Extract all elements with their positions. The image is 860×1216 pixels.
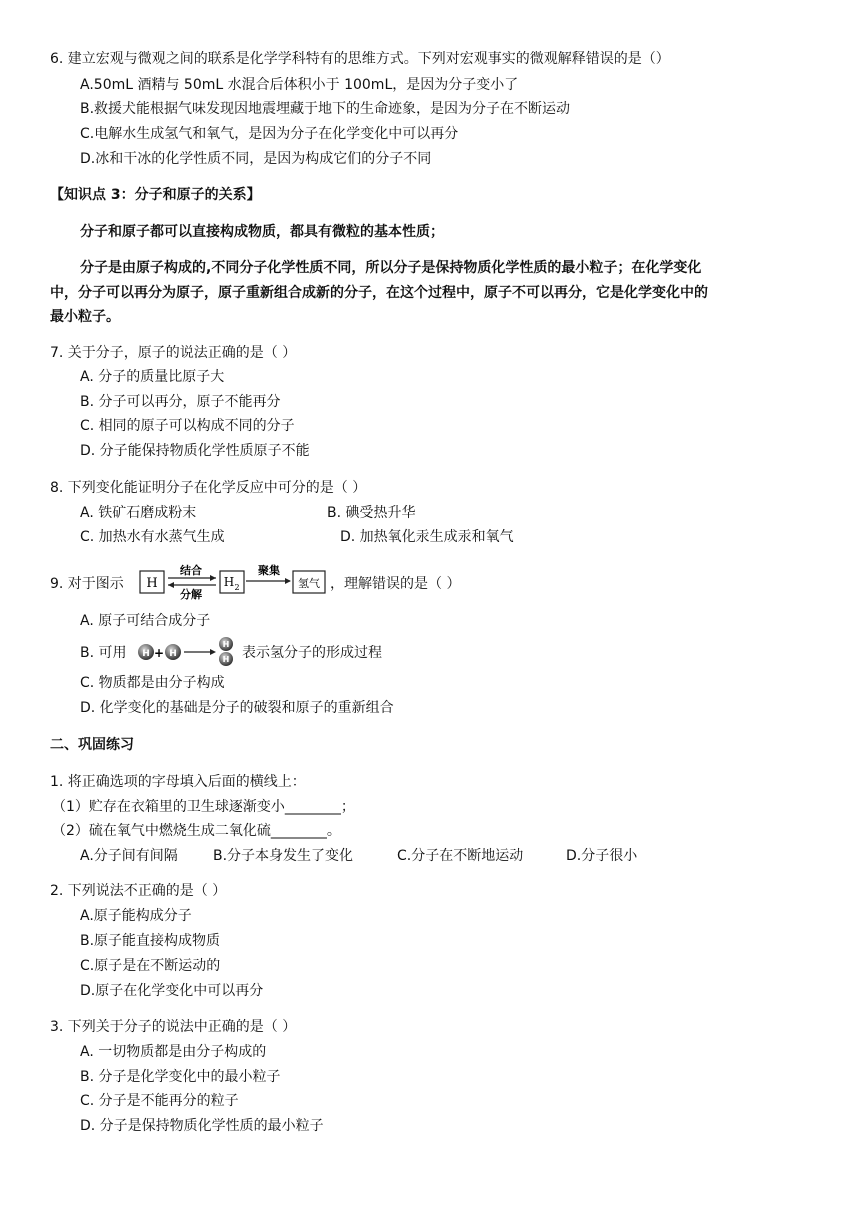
- diagram-arrow-aggregate-head: [285, 578, 291, 584]
- question-8-option-c: C. 加热水有水蒸气生成: [80, 529, 225, 545]
- question-9-stem-suffix: ，理解错误的是（ ）: [330, 576, 461, 592]
- hydrogen-atom-left-label: H: [142, 649, 150, 659]
- hydrogen-aggregation-diagram: [138, 563, 328, 601]
- exercise-3-option-b: B. 分子是化学变化中的最小粒子: [80, 1069, 281, 1085]
- question-6-stem: 6. 建立宏观与微观之间的联系是化学学科特有的思维方式。下列对宏观事实的微观解释错误的是（）: [50, 51, 670, 67]
- exercise-1-option-a: A.分子间有间隔: [80, 848, 178, 864]
- diagram-arrow-aggregate-label: 聚集: [258, 564, 280, 577]
- diagram-box-hydrogen-molecule-subscript: 2: [234, 583, 240, 592]
- question-6-option-c: C.电解水生成氢气和氧气，是因为分子在化学变化中可以再分: [80, 126, 459, 142]
- question-6-option-a: A.50mL 酒精与 50mL 水混合后体积小于 100mL，是因为分子变小了: [80, 77, 519, 93]
- hydrogen-molecule-bottom-label: H: [222, 655, 230, 664]
- knowledge-point-3-heading: 【知识点 3：分子和原子的关系】: [50, 187, 261, 203]
- knowledge-point-3-paragraph-2-line-3: 最小粒子。: [50, 309, 120, 325]
- section-2-title: 二、巩固练习: [50, 737, 134, 753]
- diagram-arrow-decompose-label: 分解: [180, 588, 202, 601]
- question-7-option-a: A. 分子的质量比原子大: [80, 369, 225, 385]
- exercise-2-stem: 2. 下列说法不正确的是（ ）: [50, 883, 227, 899]
- formation-arrow-head: [210, 649, 216, 655]
- diagram-arrow-combine-label: 结合: [180, 564, 202, 577]
- exercise-2-option-c: C.原子是在不断运动的: [80, 958, 221, 974]
- question-7-option-b: B. 分子可以再分，原子不能再分: [80, 394, 281, 410]
- question-6-option-b: B.救援犬能根据气味发现因地震埋藏于地下的生命迹象，是因为分子在不断运动: [80, 101, 571, 117]
- question-8-stem: 8. 下列变化能证明分子在化学反应中可分的是（ ）: [50, 480, 367, 496]
- knowledge-point-3-paragraph-1: 分子和原子都可以直接构成物质，都具有微粒的基本性质；: [80, 224, 444, 240]
- question-7-stem: 7. 关于分子，原子的说法正确的是（ ）: [50, 345, 297, 361]
- knowledge-point-3-paragraph-2-line-1: 分子是由原子构成的,不同分子化学性质不同，所以分子是保持物质化学性质的最小粒子；在化学变化: [80, 260, 702, 276]
- question-7-option-c: C. 相同的原子可以构成不同的分子: [80, 418, 295, 434]
- hydrogen-molecule-top-label: H: [222, 640, 230, 649]
- question-8-option-a: A. 铁矿石磨成粉末: [80, 505, 197, 521]
- diagram-arrow-combine-head: [210, 575, 216, 581]
- question-8-option-b: B. 碘受热升华: [327, 505, 416, 521]
- question-9-option-a: A. 原子可结合成分子: [80, 613, 211, 629]
- hydrogen-molecule-formation-diagram: [136, 634, 240, 670]
- question-9-option-b-prefix: B. 可用: [80, 645, 127, 661]
- exercise-2-option-b: B.原子能直接构成物质: [80, 933, 221, 949]
- exercise-1-option-b: B.分子本身发生了变化: [213, 848, 354, 864]
- exercise-3-stem: 3. 下列关于分子的说法中正确的是（ ）: [50, 1019, 297, 1035]
- question-9-option-b-suffix: 表示氢分子的形成过程: [242, 645, 382, 661]
- exercise-2-option-d: D.原子在化学变化中可以再分: [80, 983, 264, 999]
- exercise-1-sub-1: （1）贮存在衣箱里的卫生球逐渐变小________；: [52, 799, 355, 815]
- hydrogen-atom-right-label: H: [169, 649, 177, 659]
- knowledge-point-3-paragraph-2-line-2: 中，分子可以再分为原子，原子重新组合成新的分子，在这个过程中，原子不可以再分，它是化学变化中的: [50, 285, 708, 301]
- plus-sign: +: [153, 646, 165, 660]
- question-9-option-c: C. 物质都是由分子构成: [80, 675, 225, 691]
- question-9-stem-prefix: 9. 对于图示: [50, 576, 124, 592]
- diagram-box-hydrogen-atom-label: H: [146, 576, 158, 591]
- question-8-option-d: D. 加热氧化汞生成汞和氧气: [340, 529, 514, 545]
- exercise-3-option-a: A. 一切物质都是由分子构成的: [80, 1044, 267, 1060]
- exercise-1-option-c: C.分子在不断地运动: [397, 848, 524, 864]
- diagram-box-hydrogen-gas-label: 氢气: [298, 577, 320, 590]
- exercise-3-option-d: D. 分子是保持物质化学性质的最小粒子: [80, 1118, 324, 1134]
- exercise-1-sub-2: （2）硫在氧气中燃烧生成二氧化硫________。: [52, 823, 341, 839]
- exercise-3-option-c: C. 分子是不能再分的粒子: [80, 1093, 239, 1109]
- diagram-arrow-decompose-head: [168, 582, 174, 588]
- question-9-option-d: D. 化学变化的基础是分子的破裂和原子的重新组合: [80, 700, 394, 716]
- exercise-2-option-a: A.原子能构成分子: [80, 908, 192, 924]
- exercise-1-option-d: D.分子很小: [566, 848, 638, 864]
- exercise-1-stem: 1. 将正确选项的字母填入后面的横线上：: [50, 774, 306, 790]
- diagram-box-hydrogen-molecule-label: H: [223, 575, 235, 589]
- question-6-option-d: D.冰和干冰的化学性质不同，是因为构成它们的分子不同: [80, 151, 432, 167]
- question-7-option-d: D. 分子能保持物质化学性质原子不能: [80, 443, 310, 459]
